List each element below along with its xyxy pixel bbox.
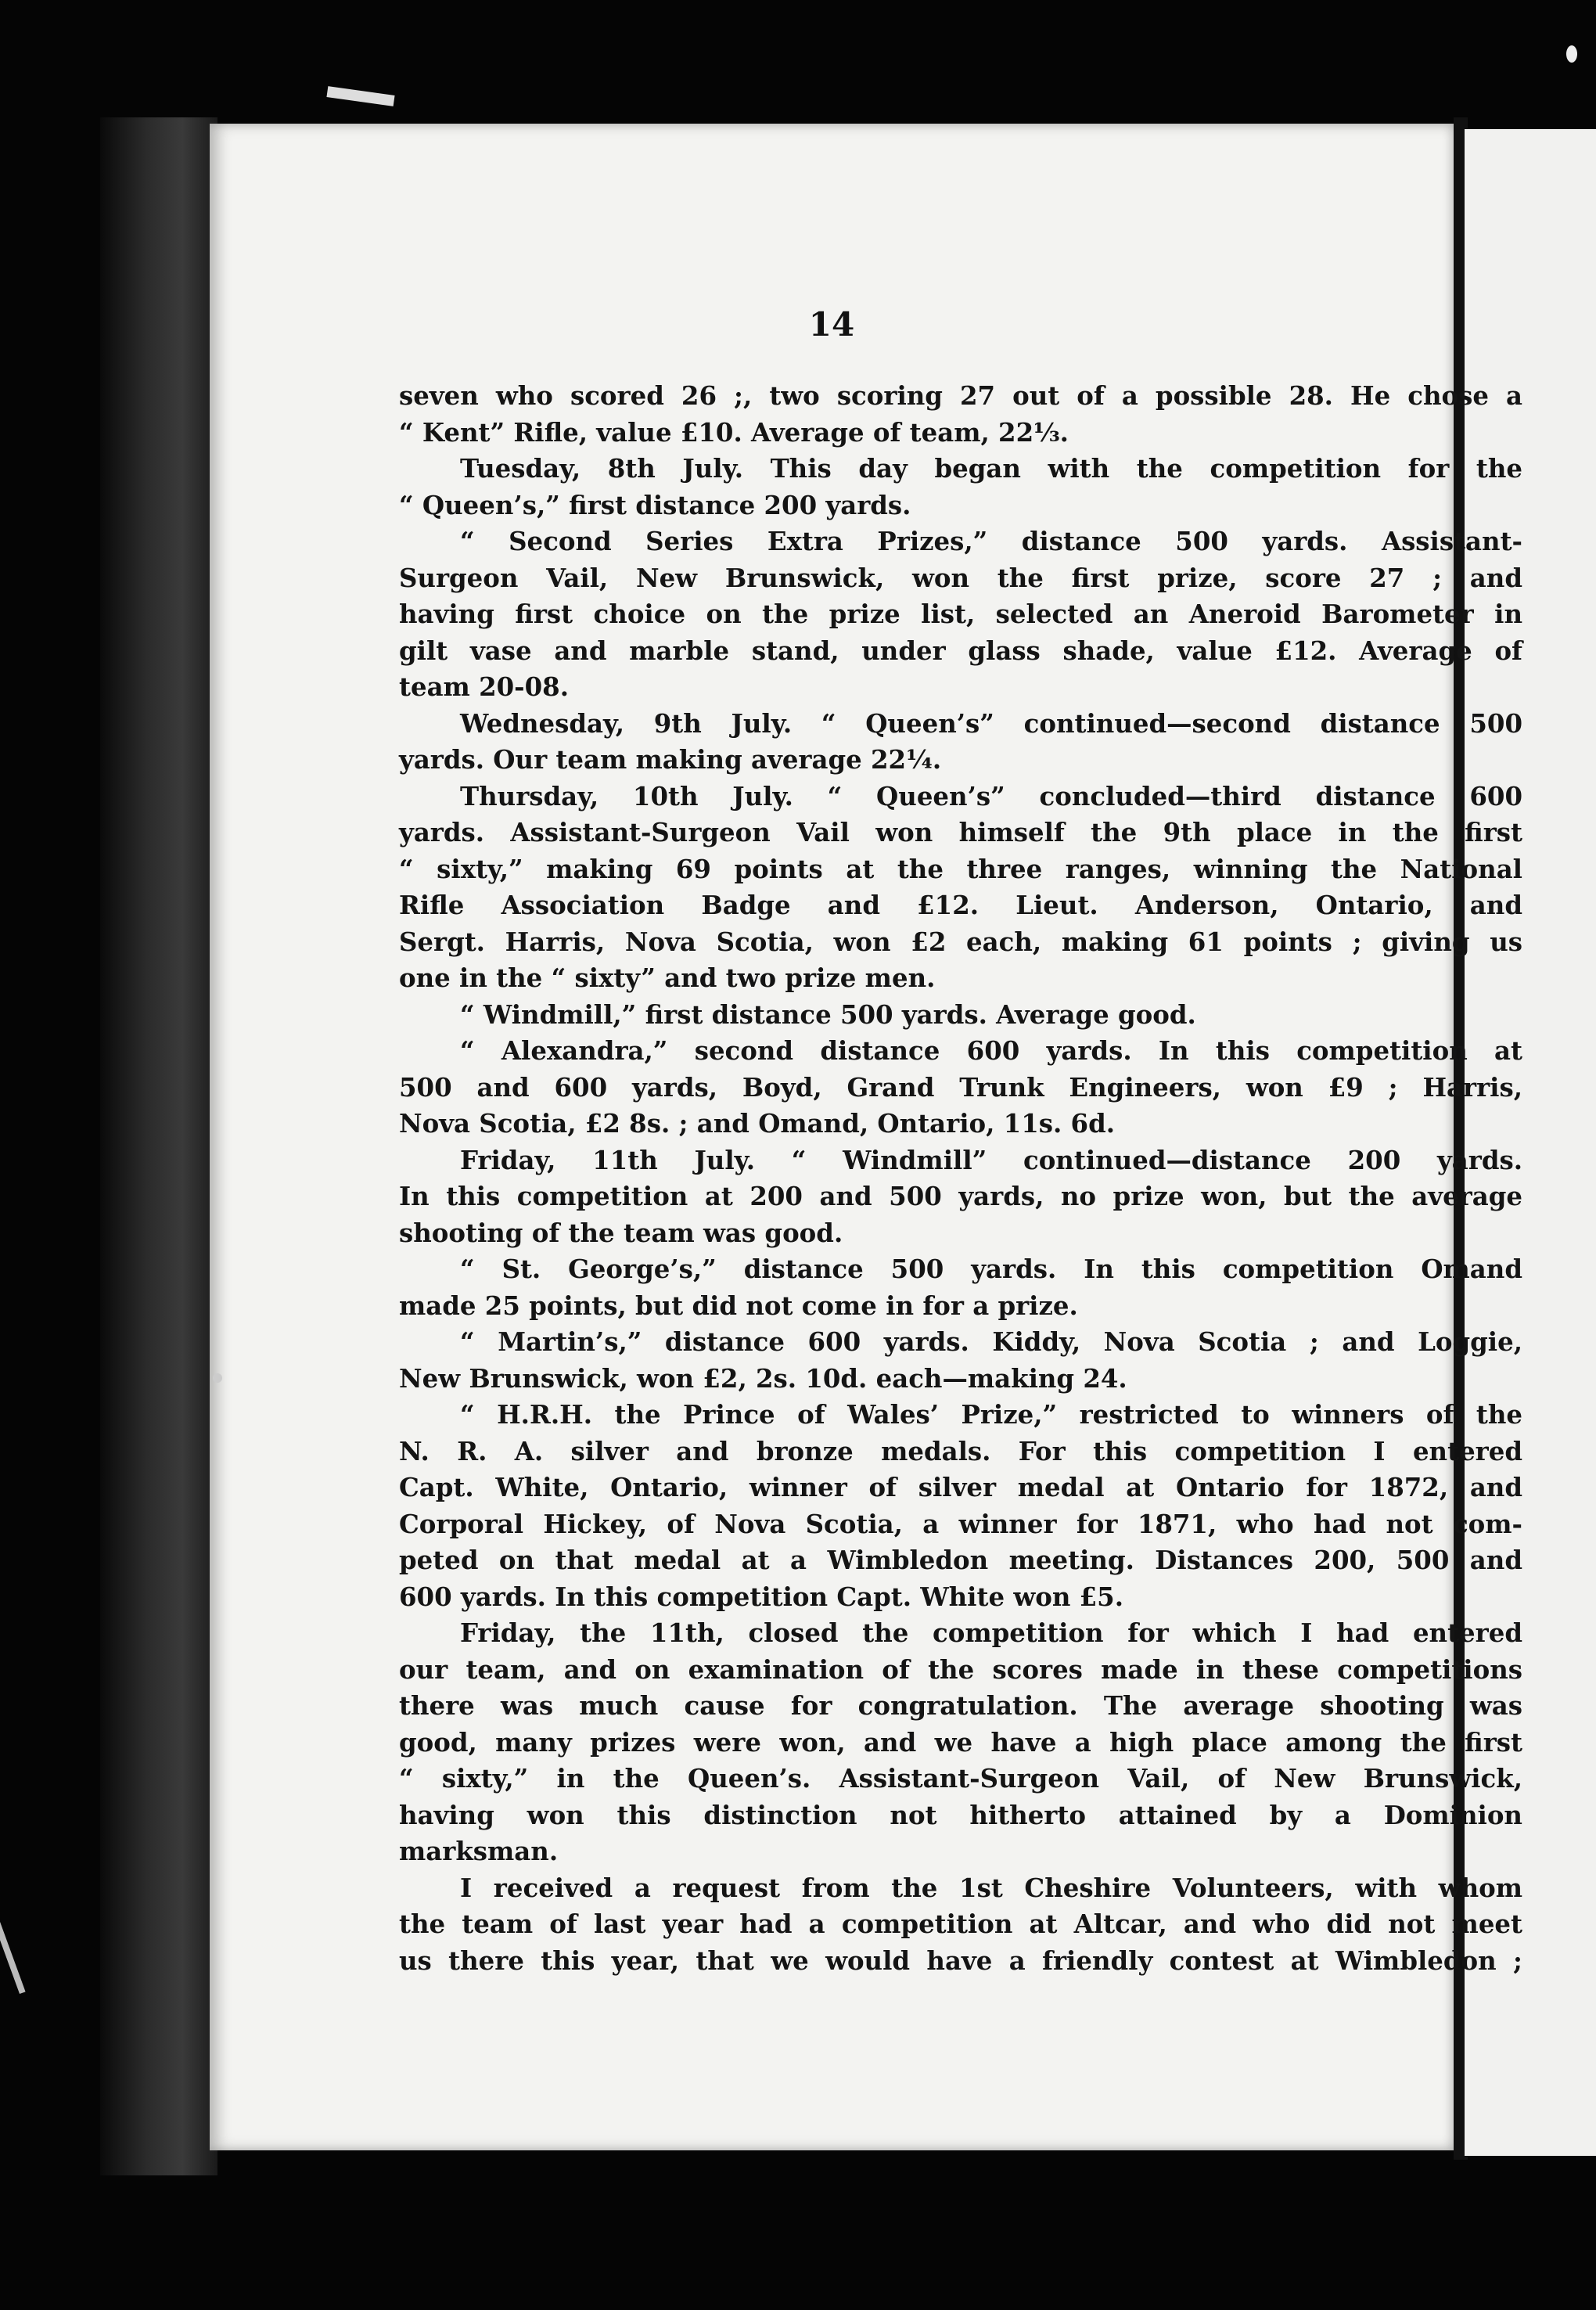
- text-line: Nova Scotia, £2 8s. ; and Omand, Ontario, 11s. 6d.: [399, 1109, 1115, 1139]
- text-line: Tuesday, 8th July. This day began with the competition for the: [460, 454, 1522, 484]
- scan-artifact: [1566, 45, 1577, 63]
- text-line: New Brunswick, won £2, 2s. 10d. each—making 24.: [399, 1363, 1127, 1394]
- text-line: team 20-08.: [399, 672, 569, 702]
- text-line: there was much cause for congratulation. The average shooting was: [399, 1691, 1522, 1721]
- text-line: yards. Assistant-Surgeon Vail won himself the 9th place in the first: [399, 818, 1522, 847]
- text-line: yards. Our team making average 22¼.: [399, 745, 942, 775]
- book-page: [210, 124, 1522, 2150]
- text-line: 500 and 600 yards, Boyd, Grand Trunk Engineers, won £9 ; Harris,: [399, 1072, 1522, 1103]
- text-line: “ H.R.H. the Prince of Wales’ Prize,” restricted to winners of the: [460, 1400, 1522, 1430]
- text-line: Corporal Hickey, of Nova Scotia, a winner for 1871, who had not com-: [399, 1509, 1522, 1539]
- text-line: seven who scored 26 ;, two scoring 27 out of a possible 28. He chose a: [399, 381, 1522, 411]
- text-line: “ Alexandra,” second distance 600 yards. In this competition at: [460, 1036, 1522, 1066]
- text-line: 600 yards. In this competition Capt. White won £5.: [399, 1581, 1123, 1612]
- text-line: “ sixty,” making 69 points at the three ranges, winning the National: [399, 854, 1522, 884]
- text-line: In this competition at 200 and 500 yards, no prize won, but the average: [399, 1182, 1522, 1211]
- text-line: the team of last year had a competition at Altcar, and who did not meet: [399, 1909, 1522, 1939]
- text-line: having won this distinction not hitherto attained by a Dominion: [399, 1800, 1522, 1830]
- page-body: [399, 378, 1522, 1979]
- text-line: “ Second Series Extra Prizes,” distance 500 yards. Assistant-: [460, 527, 1522, 556]
- text-line: Thursday, 10th July. “ Queen’s” concluded—third distance 600: [460, 781, 1522, 811]
- text-line: marksman.: [399, 1837, 559, 1866]
- text-line: Wednesday, 9th July. “ Queen’s” continued—second distance 500: [460, 708, 1522, 739]
- text-line: us there this year, that we would have a friendly contest at Wimbledon ;: [399, 1945, 1522, 1976]
- text-line: I received a request from the 1st Cheshire Volunteers, with whom: [460, 1873, 1522, 1903]
- scan-artifact: [0, 1911, 26, 1994]
- text-line: good, many prizes were won, and we have a high place among the first: [399, 1727, 1522, 1758]
- text-line: “ Windmill,” first distance 500 yards. Average good.: [460, 999, 1196, 1030]
- text-line: Friday, 11th July. “ Windmill” continued—distance 200 yards.: [460, 1145, 1522, 1175]
- page-number: 14: [808, 305, 855, 344]
- scan-artifact: [326, 86, 394, 106]
- text-line: gilt vase and marble stand, under glass shade, value £12. Average of: [399, 635, 1522, 666]
- text-line: Friday, the 11th, closed the competition for which I had entered: [460, 1618, 1522, 1648]
- text-line: “ Kent” Rifle, value £10. Average of team, 22⅓.: [399, 417, 1069, 448]
- text-line: “ Martin’s,” distance 600 yards. Kiddy, Nova Scotia ; and Loggie,: [460, 1327, 1522, 1357]
- book-binding-edge: [100, 117, 217, 2175]
- text-line: our team, and on examination of the scores made in these competitions: [399, 1654, 1522, 1685]
- text-line: “ St. George’s,” distance 500 yards. In this competition Omand: [460, 1254, 1522, 1284]
- text-line: N. R. A. silver and bronze medals. For this competition I entered: [399, 1436, 1522, 1466]
- text-line: shooting of the team was good.: [399, 1218, 843, 1248]
- text-line: made 25 points, but did not come in for a prize.: [399, 1290, 1078, 1321]
- text-line: having first choice on the prize list, selected an Aneroid Barometer in: [399, 599, 1522, 629]
- text-line: peted on that medal at a Wimbledon meeting. Distances 200, 500 and: [399, 1545, 1522, 1575]
- text-line: Rifle Association Badge and £12. Lieut. Anderson, Ontario, and: [399, 891, 1522, 920]
- text-line: Sergt. Harris, Nova Scotia, won £2 each, making 61 points ; giving us: [399, 927, 1522, 957]
- text-line: Capt. White, Ontario, winner of silver medal at Ontario for 1872, and: [399, 1473, 1522, 1502]
- text-line: one in the “ sixty” and two prize men.: [399, 963, 936, 993]
- text-line: “ sixty,” in the Queen’s. Assistant-Surgeon Vail, of New Brunswick,: [399, 1764, 1522, 1794]
- scan-artifact: [213, 1373, 222, 1383]
- text-line: “ Queen’s,” first distance 200 yards.: [399, 490, 911, 520]
- text-line: Surgeon Vail, New Brunswick, won the first prize, score 27 ; and: [399, 563, 1522, 593]
